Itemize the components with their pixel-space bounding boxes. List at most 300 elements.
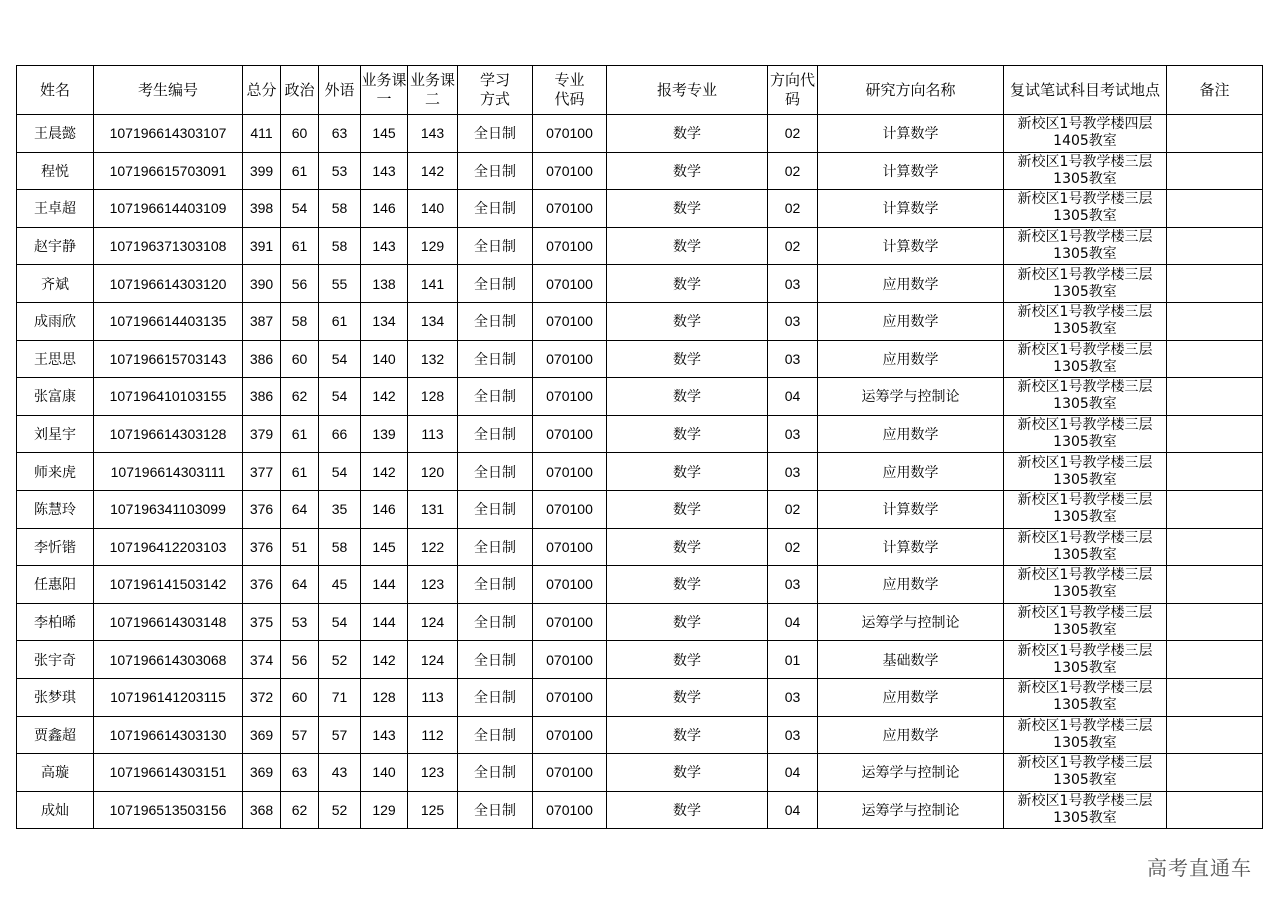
cell-direction-code: 02: [768, 190, 818, 228]
cell-major: 数学: [607, 265, 768, 303]
cell-language: 43: [319, 754, 361, 792]
cell-name: 程悦: [17, 152, 94, 190]
cell-direction-code: 03: [768, 265, 818, 303]
cell-major-code: 070100: [533, 566, 607, 604]
cell-course2: 113: [408, 415, 458, 453]
cell-major: 数学: [607, 678, 768, 716]
cell-name: 李柏晞: [17, 603, 94, 641]
cell-major-code: 070100: [533, 152, 607, 190]
cell-language: 66: [319, 415, 361, 453]
cell-language: 53: [319, 152, 361, 190]
location-line-building: 新校区1号教学楼三层: [1017, 417, 1153, 434]
cell-exam-location: [1004, 566, 1167, 604]
cell-total: 391: [243, 227, 281, 265]
cell-course2: 125: [408, 791, 458, 829]
location-line-room: 1305教室: [1053, 208, 1117, 225]
cell-major-code: 070100: [533, 678, 607, 716]
header-exam-id: 考生编号: [94, 66, 243, 115]
cell-exam-location: [1004, 754, 1167, 792]
cell-remarks: [1167, 227, 1263, 265]
cell-politics: 61: [281, 152, 319, 190]
cell-course1: 142: [361, 453, 408, 491]
cell-direction-code: 04: [768, 603, 818, 641]
cell-major: 数学: [607, 190, 768, 228]
table-row: [17, 716, 1263, 754]
cell-total: 374: [243, 641, 281, 679]
location-line-room: 1305教室: [1053, 622, 1117, 639]
cell-politics: 62: [281, 791, 319, 829]
cell-politics: 61: [281, 453, 319, 491]
header-language: 外语: [319, 66, 361, 115]
cell-politics: 61: [281, 227, 319, 265]
cell-direction-name: 计算数学: [818, 152, 1004, 190]
cell-politics: 60: [281, 678, 319, 716]
cell-name: 王晨懿: [17, 115, 94, 153]
cell-course2: 112: [408, 716, 458, 754]
cell-name: 刘星宇: [17, 415, 94, 453]
cell-course1: 142: [361, 641, 408, 679]
cell-total: 368: [243, 791, 281, 829]
cell-exam-id: 107196614303107: [94, 115, 243, 153]
cell-course2: 134: [408, 302, 458, 340]
cell-major-code: 070100: [533, 265, 607, 303]
cell-exam-location: [1004, 641, 1167, 679]
cell-remarks: [1167, 716, 1263, 754]
cell-direction-code: 02: [768, 152, 818, 190]
table-row: [17, 566, 1263, 604]
header-direction-code: 方向代码: [768, 66, 818, 115]
location-line-room: 1305教室: [1053, 246, 1117, 263]
cell-language: 54: [319, 340, 361, 378]
table-row: [17, 227, 1263, 265]
cell-study-mode: 全日制: [458, 490, 533, 528]
cell-name: 张宇奇: [17, 641, 94, 679]
cell-exam-id: 107196614303111: [94, 453, 243, 491]
cell-course2: 123: [408, 566, 458, 604]
cell-direction-code: 03: [768, 566, 818, 604]
table-row: [17, 678, 1263, 716]
cell-course2: 128: [408, 378, 458, 416]
cell-study-mode: 全日制: [458, 302, 533, 340]
cell-exam-id: 107196410103155: [94, 378, 243, 416]
cell-exam-location: [1004, 378, 1167, 416]
cell-course2: 140: [408, 190, 458, 228]
cell-politics: 60: [281, 115, 319, 153]
header-name: 姓名: [17, 66, 94, 115]
cell-language: 58: [319, 528, 361, 566]
cell-politics: 58: [281, 302, 319, 340]
cell-name: 齐斌: [17, 265, 94, 303]
cell-study-mode: 全日制: [458, 340, 533, 378]
cell-remarks: [1167, 115, 1263, 153]
cell-remarks: [1167, 490, 1263, 528]
cell-direction-name: 应用数学: [818, 566, 1004, 604]
cell-language: 52: [319, 641, 361, 679]
cell-major-code: 070100: [533, 340, 607, 378]
cell-remarks: [1167, 302, 1263, 340]
table-row: [17, 754, 1263, 792]
location-line-room: 1305教室: [1053, 546, 1117, 563]
cell-total: 376: [243, 528, 281, 566]
cell-major-code: 070100: [533, 528, 607, 566]
cell-direction-name: 计算数学: [818, 528, 1004, 566]
cell-direction-name: 计算数学: [818, 227, 1004, 265]
cell-major-code: 070100: [533, 302, 607, 340]
cell-study-mode: 全日制: [458, 378, 533, 416]
cell-major-code: 070100: [533, 453, 607, 491]
cell-politics: 56: [281, 265, 319, 303]
cell-name: 王思思: [17, 340, 94, 378]
cell-exam-location: [1004, 453, 1167, 491]
cell-total: 399: [243, 152, 281, 190]
cell-politics: 57: [281, 716, 319, 754]
cell-total: 379: [243, 415, 281, 453]
cell-study-mode: 全日制: [458, 716, 533, 754]
cell-exam-id: 107196615703091: [94, 152, 243, 190]
cell-exam-id: 107196614303130: [94, 716, 243, 754]
cell-direction-code: 03: [768, 415, 818, 453]
cell-study-mode: 全日制: [458, 791, 533, 829]
cell-course1: 139: [361, 415, 408, 453]
table-row: [17, 302, 1263, 340]
cell-major: 数学: [607, 641, 768, 679]
header-course1: 业务课一: [361, 66, 408, 115]
location-line-room: 1305教室: [1053, 283, 1117, 300]
cell-direction-code: 03: [768, 340, 818, 378]
header-direction-name: 研究方向名称: [818, 66, 1004, 115]
cell-major: 数学: [607, 152, 768, 190]
cell-major: 数学: [607, 227, 768, 265]
location-line-room: 1305教室: [1053, 321, 1117, 338]
cell-course1: 143: [361, 227, 408, 265]
location-line-building: 新校区1号教学楼三层: [1017, 304, 1153, 321]
cell-course1: 129: [361, 791, 408, 829]
cell-name: 张梦琪: [17, 678, 94, 716]
cell-direction-name: 运筹学与控制论: [818, 791, 1004, 829]
watermark-text: 高考直通车: [1147, 856, 1252, 880]
cell-exam-location: [1004, 152, 1167, 190]
header-study-mode: 学习方式: [458, 66, 533, 115]
cell-politics: 61: [281, 415, 319, 453]
location-line-building: 新校区1号教学楼三层: [1017, 755, 1153, 772]
cell-course1: 145: [361, 115, 408, 153]
cell-course1: 144: [361, 566, 408, 604]
cell-exam-location: [1004, 115, 1167, 153]
cell-exam-id: 107196141503142: [94, 566, 243, 604]
cell-major-code: 070100: [533, 227, 607, 265]
cell-language: 54: [319, 453, 361, 491]
cell-direction-code: 04: [768, 754, 818, 792]
cell-exam-id: 107196614303120: [94, 265, 243, 303]
cell-exam-id: 107196341103099: [94, 490, 243, 528]
cell-course1: 146: [361, 190, 408, 228]
cell-total: 372: [243, 678, 281, 716]
cell-exam-id: 107196412203103: [94, 528, 243, 566]
cell-politics: 51: [281, 528, 319, 566]
cell-study-mode: 全日制: [458, 152, 533, 190]
cell-politics: 62: [281, 378, 319, 416]
cell-language: 63: [319, 115, 361, 153]
table-row: [17, 453, 1263, 491]
table-row: [17, 415, 1263, 453]
cell-name: 成雨欣: [17, 302, 94, 340]
location-line-building: 新校区1号教学楼三层: [1017, 605, 1153, 622]
cell-study-mode: 全日制: [458, 453, 533, 491]
cell-course2: 143: [408, 115, 458, 153]
cell-major: 数学: [607, 415, 768, 453]
cell-remarks: [1167, 453, 1263, 491]
cell-politics: 53: [281, 603, 319, 641]
cell-study-mode: 全日制: [458, 641, 533, 679]
cell-name: 张富康: [17, 378, 94, 416]
cell-direction-code: 03: [768, 716, 818, 754]
cell-total: 411: [243, 115, 281, 153]
cell-course2: 141: [408, 265, 458, 303]
cell-course2: 124: [408, 603, 458, 641]
cell-major: 数学: [607, 716, 768, 754]
table-row: [17, 641, 1263, 679]
cell-course1: 145: [361, 528, 408, 566]
cell-remarks: [1167, 754, 1263, 792]
cell-direction-code: 03: [768, 678, 818, 716]
cell-language: 54: [319, 378, 361, 416]
cell-remarks: [1167, 152, 1263, 190]
cell-course2: 131: [408, 490, 458, 528]
cell-exam-location: [1004, 265, 1167, 303]
cell-total: 387: [243, 302, 281, 340]
cell-language: 58: [319, 227, 361, 265]
location-line-building: 新校区1号教学楼三层: [1017, 529, 1153, 546]
location-line-room: 1305教室: [1053, 170, 1117, 187]
cell-study-mode: 全日制: [458, 115, 533, 153]
cell-course2: 132: [408, 340, 458, 378]
cell-major: 数学: [607, 490, 768, 528]
table-row: [17, 603, 1263, 641]
cell-total: 369: [243, 754, 281, 792]
table-row: [17, 378, 1263, 416]
location-line-room: 1405教室: [1053, 133, 1117, 150]
cell-major-code: 070100: [533, 415, 607, 453]
table-row: [17, 115, 1263, 153]
cell-direction-code: 01: [768, 641, 818, 679]
cell-course1: 143: [361, 716, 408, 754]
cell-major-code: 070100: [533, 378, 607, 416]
cell-name: 赵宇静: [17, 227, 94, 265]
cell-direction-name: 应用数学: [818, 678, 1004, 716]
cell-direction-code: 02: [768, 528, 818, 566]
cell-language: 54: [319, 603, 361, 641]
table-row: [17, 490, 1263, 528]
table-header-row: [17, 66, 1263, 115]
cell-course2: 122: [408, 528, 458, 566]
cell-total: 386: [243, 340, 281, 378]
cell-direction-name: 应用数学: [818, 340, 1004, 378]
location-line-building: 新校区1号教学楼三层: [1017, 341, 1153, 358]
cell-direction-code: 02: [768, 227, 818, 265]
location-line-room: 1305教室: [1053, 809, 1117, 826]
cell-language: 55: [319, 265, 361, 303]
cell-course1: 138: [361, 265, 408, 303]
location-line-room: 1305教室: [1053, 772, 1117, 789]
cell-language: 61: [319, 302, 361, 340]
cell-study-mode: 全日制: [458, 678, 533, 716]
cell-study-mode: 全日制: [458, 754, 533, 792]
header-politics: 政治: [281, 66, 319, 115]
cell-course1: 144: [361, 603, 408, 641]
cell-major: 数学: [607, 566, 768, 604]
cell-major-code: 070100: [533, 115, 607, 153]
cell-exam-location: [1004, 603, 1167, 641]
cell-course1: 134: [361, 302, 408, 340]
table-row: [17, 791, 1263, 829]
cell-exam-id: 107196513503156: [94, 791, 243, 829]
cell-total: 376: [243, 566, 281, 604]
cell-major: 数学: [607, 603, 768, 641]
cell-total: 376: [243, 490, 281, 528]
cell-course1: 146: [361, 490, 408, 528]
cell-exam-id: 107196614303151: [94, 754, 243, 792]
cell-exam-id: 107196614303148: [94, 603, 243, 641]
cell-course1: 143: [361, 152, 408, 190]
cell-total: 369: [243, 716, 281, 754]
cell-language: 58: [319, 190, 361, 228]
cell-total: 398: [243, 190, 281, 228]
cell-major-code: 070100: [533, 190, 607, 228]
cell-total: 377: [243, 453, 281, 491]
cell-total: 375: [243, 603, 281, 641]
cell-major: 数学: [607, 791, 768, 829]
cell-course1: 140: [361, 754, 408, 792]
cell-study-mode: 全日制: [458, 415, 533, 453]
cell-exam-id: 107196141203115: [94, 678, 243, 716]
cell-exam-location: [1004, 340, 1167, 378]
cell-politics: 56: [281, 641, 319, 679]
cell-major-code: 070100: [533, 490, 607, 528]
cell-exam-location: [1004, 678, 1167, 716]
header-total: 总分: [243, 66, 281, 115]
cell-direction-name: 基础数学: [818, 641, 1004, 679]
cell-major: 数学: [607, 302, 768, 340]
location-line-room: 1305教室: [1053, 471, 1117, 488]
location-line-building: 新校区1号教学楼三层: [1017, 680, 1153, 697]
table-row: [17, 152, 1263, 190]
cell-exam-id: 107196614403109: [94, 190, 243, 228]
cell-exam-location: [1004, 490, 1167, 528]
cell-study-mode: 全日制: [458, 265, 533, 303]
location-line-room: 1305教室: [1053, 697, 1117, 714]
cell-name: 王卓超: [17, 190, 94, 228]
cell-politics: 60: [281, 340, 319, 378]
cell-direction-name: 应用数学: [818, 453, 1004, 491]
cell-course1: 142: [361, 378, 408, 416]
cell-course2: 113: [408, 678, 458, 716]
location-line-building: 新校区1号教学楼三层: [1017, 229, 1153, 246]
cell-total: 390: [243, 265, 281, 303]
cell-politics: 64: [281, 566, 319, 604]
cell-exam-location: [1004, 716, 1167, 754]
cell-course2: 129: [408, 227, 458, 265]
location-line-room: 1305教室: [1053, 396, 1117, 413]
table-row: [17, 265, 1263, 303]
location-line-room: 1305教室: [1053, 659, 1117, 676]
location-line-room: 1305教室: [1053, 584, 1117, 601]
location-line-building: 新校区1号教学楼三层: [1017, 717, 1153, 734]
cell-name: 贾鑫超: [17, 716, 94, 754]
header-major: 报考专业: [607, 66, 768, 115]
cell-remarks: [1167, 415, 1263, 453]
cell-direction-name: 计算数学: [818, 190, 1004, 228]
cell-direction-name: 应用数学: [818, 415, 1004, 453]
cell-remarks: [1167, 340, 1263, 378]
cell-exam-id: 107196614303128: [94, 415, 243, 453]
cell-name: 师来虎: [17, 453, 94, 491]
cell-remarks: [1167, 678, 1263, 716]
cell-exam-location: [1004, 190, 1167, 228]
cell-direction-name: 计算数学: [818, 490, 1004, 528]
cell-direction-code: 03: [768, 453, 818, 491]
cell-exam-id: 107196614403135: [94, 302, 243, 340]
cell-major: 数学: [607, 453, 768, 491]
cell-study-mode: 全日制: [458, 528, 533, 566]
cell-language: 35: [319, 490, 361, 528]
cell-major: 数学: [607, 754, 768, 792]
table-body: [17, 115, 1263, 829]
cell-course2: 142: [408, 152, 458, 190]
cell-politics: 54: [281, 190, 319, 228]
location-line-building: 新校区1号教学楼三层: [1017, 492, 1153, 509]
cell-name: 成灿: [17, 791, 94, 829]
cell-name: 陈慧玲: [17, 490, 94, 528]
cell-direction-code: 04: [768, 378, 818, 416]
cell-remarks: [1167, 566, 1263, 604]
cell-exam-location: [1004, 791, 1167, 829]
header-exam-location: 复试笔试科目考试地点: [1004, 66, 1167, 115]
cell-language: 52: [319, 791, 361, 829]
cell-remarks: [1167, 528, 1263, 566]
cell-language: 71: [319, 678, 361, 716]
cell-exam-location: [1004, 227, 1167, 265]
cell-major-code: 070100: [533, 641, 607, 679]
cell-politics: 63: [281, 754, 319, 792]
cell-exam-location: [1004, 302, 1167, 340]
cell-major: 数学: [607, 528, 768, 566]
location-line-building: 新校区1号教学楼三层: [1017, 266, 1153, 283]
cell-exam-location: [1004, 415, 1167, 453]
cell-direction-code: 02: [768, 115, 818, 153]
cell-direction-code: 04: [768, 791, 818, 829]
cell-major-code: 070100: [533, 716, 607, 754]
cell-major-code: 070100: [533, 791, 607, 829]
admission-score-table: [16, 65, 1263, 829]
cell-major: 数学: [607, 115, 768, 153]
location-line-building: 新校区1号教学楼三层: [1017, 567, 1153, 584]
cell-major-code: 070100: [533, 754, 607, 792]
cell-politics: 64: [281, 490, 319, 528]
location-line-room: 1305教室: [1053, 358, 1117, 375]
cell-direction-name: 运筹学与控制论: [818, 603, 1004, 641]
cell-name: 高璇: [17, 754, 94, 792]
cell-remarks: [1167, 791, 1263, 829]
cell-name: 任惠阳: [17, 566, 94, 604]
location-line-building: 新校区1号教学楼四层: [1017, 116, 1153, 133]
table-row: [17, 340, 1263, 378]
cell-language: 57: [319, 716, 361, 754]
cell-course1: 128: [361, 678, 408, 716]
cell-course2: 124: [408, 641, 458, 679]
cell-total: 386: [243, 378, 281, 416]
header-major-code: 专业代码: [533, 66, 607, 115]
location-line-building: 新校区1号教学楼三层: [1017, 153, 1153, 170]
